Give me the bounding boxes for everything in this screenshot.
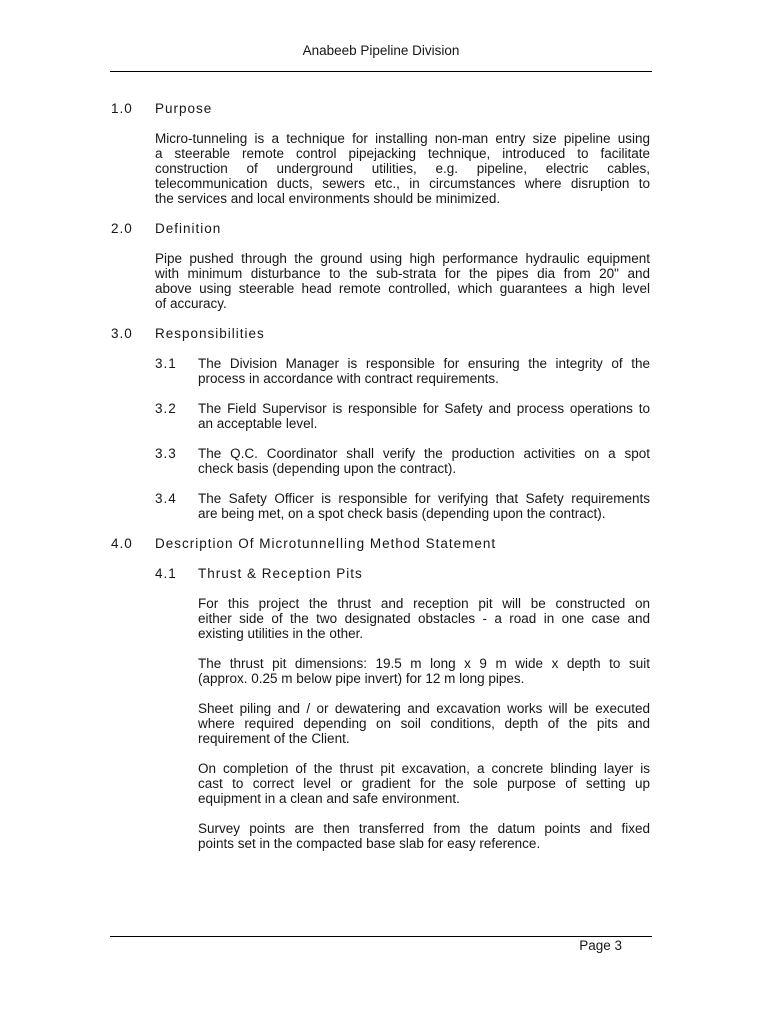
paragraph-line: cast to correct level or gradient for the sole purpose of setting up <box>198 776 650 791</box>
subsection-number: 3.3 <box>155 446 177 461</box>
paragraph <box>198 761 650 806</box>
section-heading <box>0 101 768 116</box>
subsection-heading <box>0 566 768 581</box>
page-header-title: Anabeeb Pipeline Division <box>302 43 460 58</box>
paragraph-line: above using steerable head remote controlled, which guarantees a high level <box>155 281 650 296</box>
document-section <box>0 536 768 851</box>
subsection-number: 3.4 <box>155 491 177 506</box>
paragraph-line: (approx. 0.25 m below pipe invert) for 12 m long pipes. <box>198 671 525 686</box>
paragraph <box>198 401 650 431</box>
paragraph-line: On completion of the thrust pit excavation, a concrete blinding layer is <box>198 761 650 776</box>
paragraph-line: The thrust pit dimensions: 19.5 m long x 9 m wide x depth to suit <box>198 656 650 671</box>
subsection-number: 4.1 <box>155 566 177 581</box>
paragraph-line: Micro-tunneling is a technique for installing non-man entry size pipeline using <box>155 131 650 146</box>
paragraph-line: equipment in a clean and safe environment. <box>198 791 460 806</box>
section-heading <box>0 326 768 341</box>
paragraph-line: The Q.C. Coordinator shall verify the production activities on a spot <box>198 446 650 461</box>
paragraph-line: Survey points are then transferred from the datum points and fixed <box>198 821 650 836</box>
paragraph-line: points set in the compacted base slab for easy reference. <box>198 836 541 851</box>
section-number: 3.0 <box>111 326 133 341</box>
paragraph-line: construction of underground utilities, e.g. pipeline, electric cables, <box>155 161 650 176</box>
paragraph-line: The Safety Officer is responsible for verifying that Safety requirements <box>198 491 650 506</box>
document-section <box>0 221 768 311</box>
page-number: Page 3 <box>579 938 622 953</box>
paragraph <box>198 491 650 521</box>
subsection <box>0 491 768 521</box>
paragraph-line: The Division Manager is responsible for ensuring the integrity of the <box>198 356 650 371</box>
paragraph <box>198 701 650 746</box>
section-title: Purpose <box>155 101 213 116</box>
section-heading <box>0 536 768 551</box>
paragraph-line: an acceptable level. <box>198 416 318 431</box>
paragraph <box>155 251 650 311</box>
paragraph-line: Sheet piling and / or dewatering and excavation works will be executed <box>198 701 650 716</box>
section-title: Description Of Microtunnelling Method Statement <box>155 536 497 551</box>
paragraph-line: process in accordance with contract requirements. <box>198 371 499 386</box>
subsection <box>0 446 768 476</box>
paragraph-line: are being met, on a spot check basis (depending upon the contract). <box>198 506 606 521</box>
paragraph-line: the services and local environments should be minimized. <box>155 191 501 206</box>
paragraph-line: For this project the thrust and reception pit will be constructed on <box>198 596 650 611</box>
section-number: 1.0 <box>111 101 133 116</box>
paragraph <box>198 656 650 686</box>
section-title: Responsibilities <box>155 326 265 341</box>
paragraph-line: requirement of the Client. <box>198 731 350 746</box>
paragraph <box>198 821 650 851</box>
paragraph-line: Pipe pushed through the ground using high performance hydraulic equipment <box>155 251 650 266</box>
paragraph <box>198 446 650 476</box>
section-number: 2.0 <box>111 221 133 236</box>
section-number: 4.0 <box>111 536 133 551</box>
subsection <box>0 356 768 386</box>
subsection-number: 3.2 <box>155 401 177 416</box>
subsection-number: 3.1 <box>155 356 177 371</box>
subsection-title: Thrust & Reception Pits <box>198 566 363 581</box>
paragraph-line: with minimum disturbance to the sub-strata for the pipes dia from 20" and <box>155 266 650 281</box>
section-heading <box>0 221 768 236</box>
subsection <box>0 401 768 431</box>
document-section <box>0 326 768 521</box>
document-body <box>0 101 768 866</box>
paragraph-line: of accuracy. <box>155 296 227 311</box>
header-rule <box>110 71 652 72</box>
paragraph-line: either side of the two designated obstacles - a road in one case and <box>198 611 650 626</box>
section-title: Definition <box>155 221 222 236</box>
footer-rule <box>110 936 652 937</box>
paragraph-line: existing utilities in the other. <box>198 626 364 641</box>
paragraph-line: telecommunication ducts, sewers etc., in circumstances where disruption to <box>155 176 650 191</box>
document-section <box>0 101 768 206</box>
paragraph <box>155 131 650 206</box>
paragraph <box>198 596 650 641</box>
paragraph-line: check basis (depending upon the contract). <box>198 461 457 476</box>
paragraph-line: a steerable remote control pipejacking technique, introduced to facilitate <box>155 146 650 161</box>
paragraph-line: The Field Supervisor is responsible for Safety and process operations to <box>198 401 650 416</box>
paragraph <box>198 356 650 386</box>
paragraph-line: where required depending on soil conditions, depth of the pits and <box>198 716 650 731</box>
